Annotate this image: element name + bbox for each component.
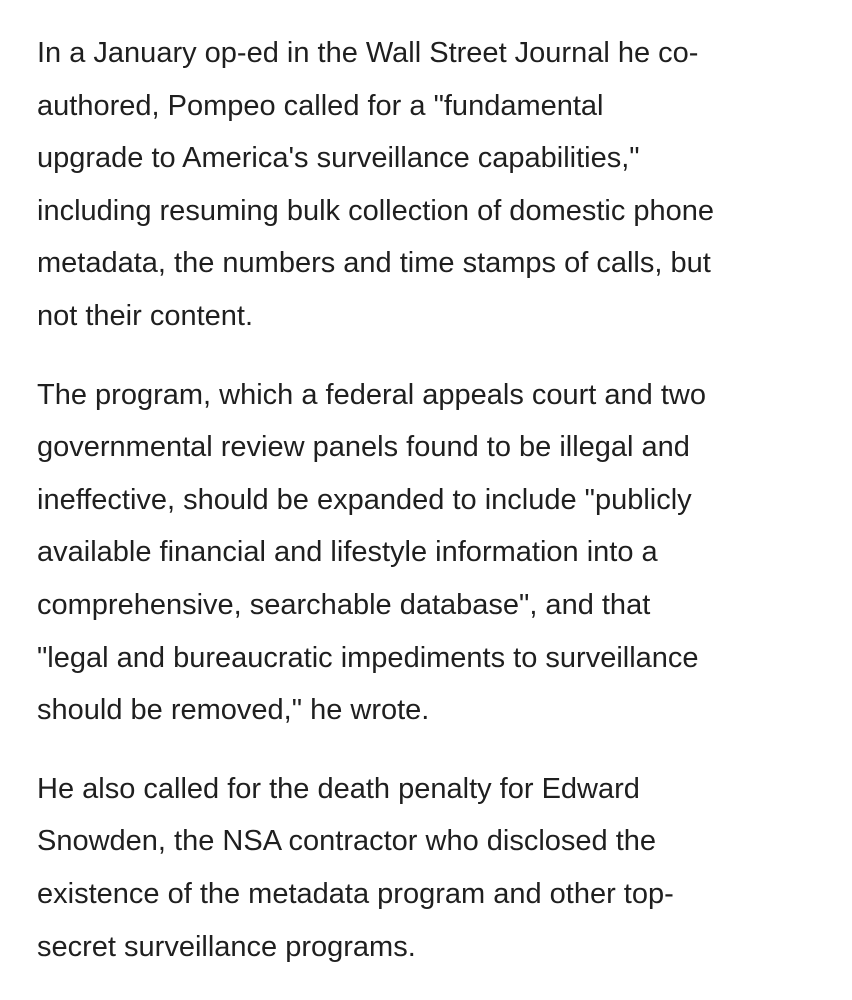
paragraph-line: metadata, the numbers and time stamps of calls, but <box>37 247 711 280</box>
paragraph-line: governmental review panels found to be illegal and <box>37 431 690 464</box>
article-paragraph-2 <box>37 369 827 737</box>
paragraph-line: including resuming bulk collection of domestic phone <box>37 194 715 227</box>
paragraph-line: authored, Pompeo called for a "fundamental <box>37 89 604 122</box>
paragraph-line: comprehensive, searchable database", and that <box>37 588 651 621</box>
paragraph-line: available financial and lifestyle information into a <box>37 536 658 569</box>
paragraph-line: upgrade to America's surveillance capabilities," <box>37 142 640 175</box>
paragraph-line: Snowden, the NSA contractor who disclosed the <box>37 825 657 858</box>
paragraph-line: The program, which a federal appeals court and two <box>37 378 706 411</box>
paragraph-line: "legal and bureaucratic impediments to surveillance <box>37 641 699 674</box>
paragraph-line: not their content. <box>37 299 254 332</box>
paragraph-line: existence of the metadata program and other top- <box>37 877 674 910</box>
paragraph-line: secret surveillance programs. <box>37 930 416 963</box>
article-paragraph-1 <box>37 27 827 343</box>
paragraph-line: should be removed," he wrote. <box>37 694 430 727</box>
article-body <box>37 27 827 999</box>
paragraph-line: ineffective, should be expanded to include "publicly <box>37 483 692 516</box>
paragraph-line: He also called for the death penalty for Edward <box>37 772 640 805</box>
paragraph-line: In a January op-ed in the Wall Street Journal he co- <box>37 37 699 69</box>
article-paragraph-3 <box>37 763 827 973</box>
